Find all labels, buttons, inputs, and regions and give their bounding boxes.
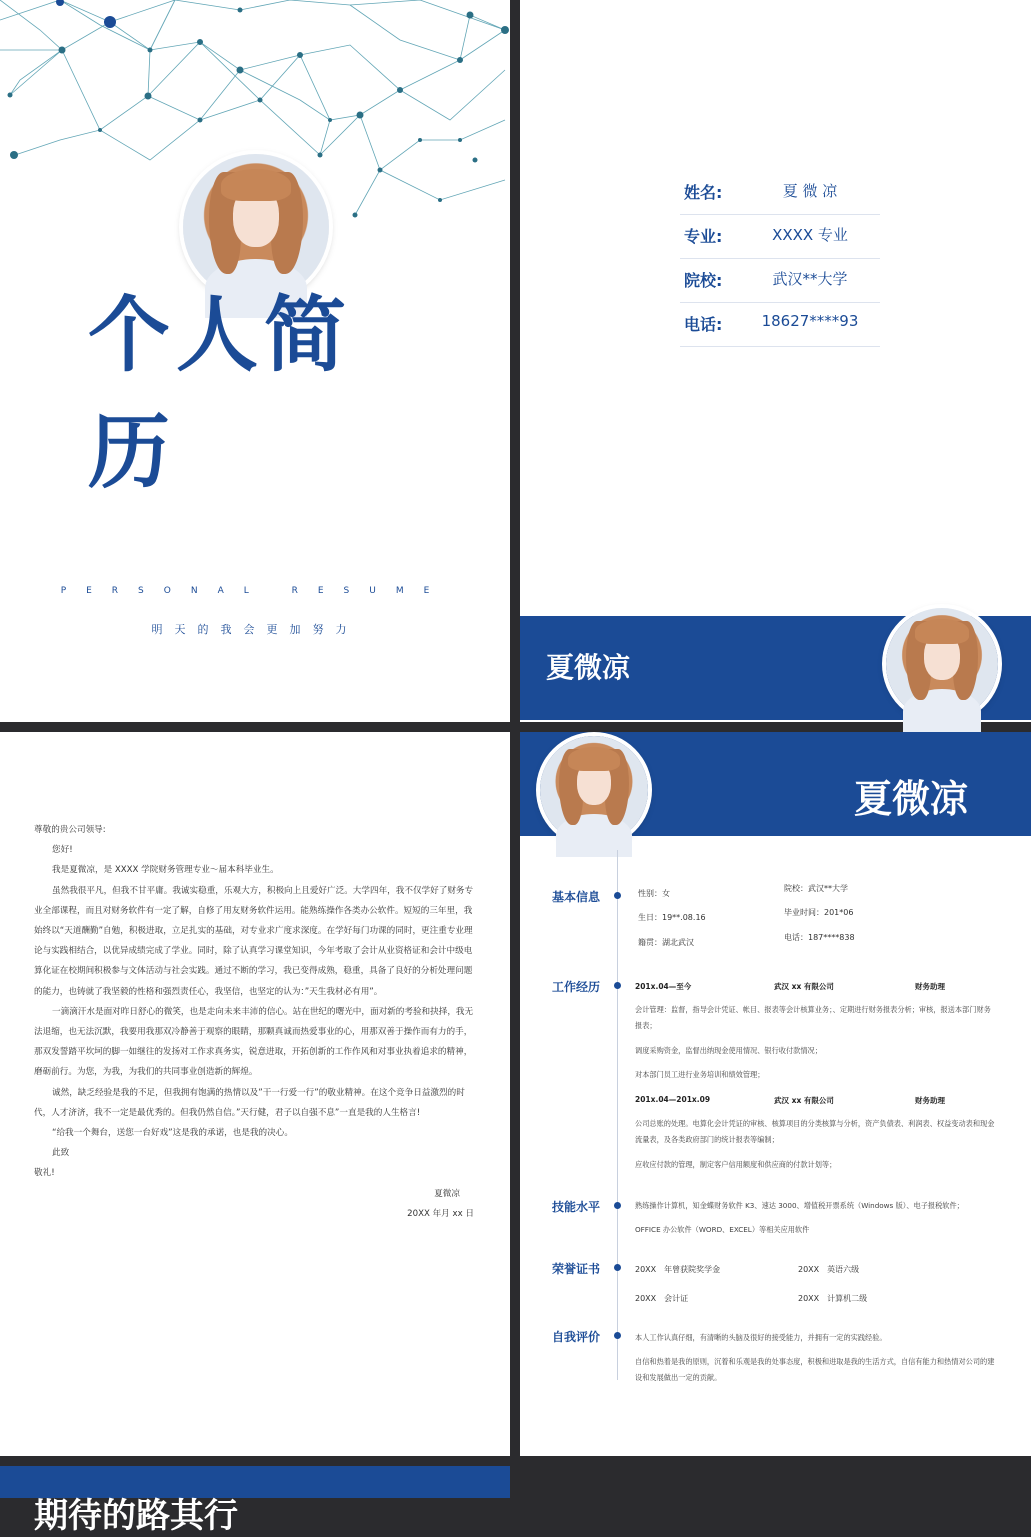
- info-row-name: [680, 180, 880, 215]
- letter-paragraph: 虽然我很平凡，但我不甘平庸。我诚实稳重，乐观大方，积极向上且爱好广泛。大学四年，我不仅学好了财务专业全部课程，而且对财务软件有一定了解，自修了用友财务软件运用。能熟练操作各类办公软件。短短的三年里，我始终以“天道酬勤”自勉，积极进取，立足扎实的基础，对专业求广度求深度。在学好每门功课的同时，更注重专业理论与实践相结合，以优异成绩完成了学业。同时，除了认真学习课堂知识，今年考取了会计从业资格证和会计中级电算化证在校期间积极参与文体活动与社会实践。通过不断的学习，我已变得成熟，稳重，具备了良好的分析处理问题的能力，也铸就了我坚毅的性格和强烈责任心，我坚信，也坚定的认为：”天生我材必有用”。: [34, 885, 474, 997]
- work-line: 应收应付款的管理，制定客户信用额度和供应商的付款计划等；: [635, 1160, 837, 1169]
- basic-gender: 性别：女: [638, 889, 670, 898]
- letter-paragraph: 我是夏微凉，是 XXXX 学院财务管理专业～届本科毕业生。: [52, 865, 279, 876]
- section-title-work: 工作经历: [552, 980, 601, 994]
- cover-subtitle-cn: 明天的我会更加努力: [151, 623, 359, 636]
- info-value: 武汉**大学: [772, 270, 848, 288]
- letter-hello: 您好!: [52, 845, 73, 856]
- timeline-dot: [614, 1202, 621, 1209]
- info-label: 院校:: [684, 271, 723, 290]
- basic-graduation: 毕业时间：201*06: [784, 908, 854, 917]
- info-value: 夏 微 凉: [782, 182, 838, 200]
- work-line: 对本部门员工进行业务培训和绩效管理；: [635, 1070, 765, 1079]
- cover-letter-page: [0, 732, 510, 1456]
- honor-item: 20XX 英语六级: [798, 1265, 860, 1274]
- info-label: 姓名:: [684, 183, 723, 202]
- info-row-school: [680, 268, 880, 303]
- work-line: 公司总账的处理。电算化会计凭证的审核、核算项目的分类核算与分析，资产负债表、利润表、权益变动表和现金流量表，及各类政府部门的统计报表等编制；: [635, 1119, 995, 1144]
- letter-paragraph: “给我一个舞台，送您一台好戏”这是我的承诺，也是我的决心。: [52, 1128, 293, 1139]
- letter-date: 20XX 年月 xx 日: [407, 1208, 474, 1219]
- resume-avatar-photo: [540, 736, 648, 844]
- work-role: 财务助理: [915, 982, 945, 991]
- letter-signature: 夏微凉: [434, 1188, 460, 1199]
- basic-hometown: 籍贯：湖北武汉: [638, 938, 694, 947]
- info-value: XXXX 专业: [772, 226, 848, 244]
- resume-name: 夏微凉: [854, 777, 969, 821]
- section-title-skills: 技能水平: [552, 1200, 601, 1214]
- honor-item: 20XX 会计证: [635, 1294, 689, 1303]
- letter-salute: 敬礼!: [34, 1168, 55, 1179]
- timeline-dot: [614, 982, 621, 989]
- next-page-partial: [0, 1466, 510, 1536]
- timeline-dot: [614, 892, 621, 899]
- section-title-basic: 基本信息: [552, 890, 601, 904]
- honor-item: 20XX 年曾获院奖学金: [635, 1265, 721, 1274]
- timeline-dot: [614, 1332, 621, 1339]
- info-value: 18627****93: [761, 312, 859, 330]
- self-line: 本人工作认真仔细，有清晰的头脑及很好的接受能力，并拥有一定的实践经验。: [635, 1333, 887, 1342]
- banner-avatar-photo: [886, 608, 998, 720]
- cover-letter: [34, 820, 474, 1224]
- work-company: 武汉 xx 有限公司: [774, 982, 834, 991]
- name-banner-text: 夏微凉: [546, 651, 631, 684]
- section-title-self: 自我评价: [552, 1330, 601, 1344]
- empty-area: [520, 1466, 1031, 1498]
- info-row-phone: [680, 312, 880, 347]
- skill-line: 熟练操作计算机，知金蝶财务软件 K3、速达 3000、增值税开票系统（Windows 版）、电子报税软件；: [635, 1201, 964, 1210]
- skill-line: OFFICE 办公软件（WORD、EXCEL）等相关应用软件: [635, 1225, 810, 1234]
- letter-closing: 此致: [52, 1148, 70, 1159]
- cover-subtitle-en: PERSONAL RESUME: [60, 586, 450, 596]
- section-title-honors: 荣誉证书: [552, 1262, 601, 1276]
- work-line: 调度采购资金，监督出纳现金使用情况、银行收付款情况；: [635, 1046, 822, 1055]
- info-label: 电话:: [684, 315, 723, 334]
- info-label: 专业:: [684, 227, 723, 246]
- basic-school: 院校：武汉**大学: [784, 884, 848, 893]
- letter-paragraph: 一滴滴汗水是面对昨日舒心的微笑，也是走向未来丰沛的信心。站在世纪的曙光中，面对新的考验和抉择，我无法退缩，也无法沉默，我要用我那双冷静善于观察的眼睛，那颗真诚而热爱事业的心，用那双善于操作而有力的手，那双发誓踏平坎坷的脚一如继往的发扬对工作求真务实，锐意进取，开拓创新的工作作风和对事业执着追求的精神，磨砺前行。为您，为我，为我们的共同事业创造新的辉煌。: [34, 1006, 474, 1078]
- letter-paragraph: 诚然，缺乏经验是我的不足，但我拥有饱满的热情以及”干一行爱一行”的敬业精神。在这个竞争日益激烈的时代，人才济济，我不一定是最优秀的。但我仍然自信。”天行健，君子以自强不息”一直是我的人生格言!: [34, 1087, 465, 1118]
- timeline-line: [617, 850, 618, 1380]
- work-role: 财务助理: [915, 1096, 945, 1105]
- self-line: 自信和热着是我的原则，沉着和乐观是我的处事态度，积极和进取是我的生活方式，自信有能力和热情对公司的建设和发展做出一定的贡献。: [635, 1357, 995, 1382]
- work-period: 201x.04—至今: [635, 982, 692, 991]
- letter-greeting: 尊敬的贵公司领导:: [34, 825, 106, 835]
- cover-page: [0, 0, 510, 722]
- next-page-title: 期待的路其行: [34, 1496, 238, 1536]
- honor-item: 20XX 计算机二级: [798, 1294, 868, 1303]
- info-row-major: [680, 224, 880, 259]
- work-period: 201x.04—201x.09: [635, 1095, 711, 1104]
- timeline-dot: [614, 1264, 621, 1271]
- cover-title: 个人简历: [88, 288, 353, 500]
- basic-birthday: 生日：19**.08.16: [638, 913, 706, 922]
- resume-page: [520, 732, 1031, 1456]
- work-company: 武汉 xx 有限公司: [774, 1096, 834, 1105]
- basic-phone: 电话：187****838: [784, 933, 855, 942]
- work-line: 会计管理：监督，指导会计凭证、帐目、报表等会计核算业务；、定期进行财务报表分析；审核，报送本部门财务报表；: [635, 1005, 991, 1030]
- info-page: [520, 0, 1031, 722]
